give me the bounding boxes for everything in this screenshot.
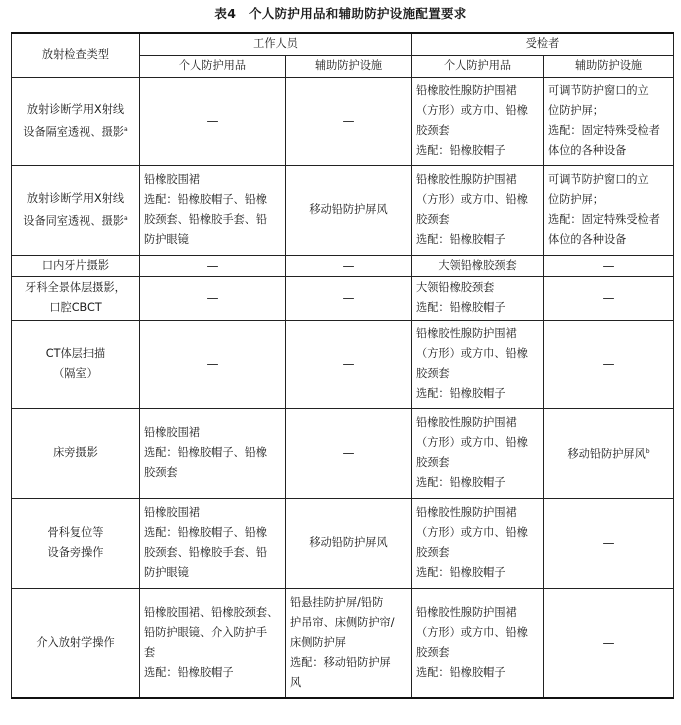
dash-mark: — [342,291,355,305]
table-row [12,588,674,698]
patient-aux-cell [544,588,674,698]
exam-type-cell [12,77,140,165]
dash-mark: — [342,446,355,460]
table-row [12,165,674,255]
staff-ppe-cell [140,408,286,498]
cell-line: CT体层扫描 [45,347,106,360]
cell-line: 移动铅防护屏风 [309,536,388,549]
cell-line: 选配：铅橡胶帽子、铅橡 [144,446,268,459]
patient-aux-cell [544,77,674,165]
cell-line: 位防护屏； [548,193,604,206]
table-row [12,77,674,165]
cell-line: 铅橡胶性腺防护围裙 [416,327,517,340]
cell-line: 胶颈套 [416,213,450,226]
cell-line: 选配：铅橡胶帽子 [144,665,234,679]
cell-line: 选配：铅橡胶帽子、铅橡 [144,526,268,539]
cell-line: 大领铅橡胶颈套 [416,281,495,294]
exam-type-cell [12,498,140,588]
cell-line: 选配：铅橡胶帽子 [416,301,506,314]
staff-aux-cell [286,276,412,320]
header-staff: 工作人员 [140,33,412,55]
header-staff-aux: 辅助防护设施 [286,55,412,77]
staff-aux-cell [286,498,412,588]
dash-mark: — [206,357,219,371]
cell-line: 选配：固定特殊受检者 [548,213,660,226]
table-row [12,255,674,276]
table-title: 表4 个人防护用品和辅助防护设施配置要求 [214,6,467,21]
footnote-mark: a [124,214,128,222]
cell-line: 铅橡胶性腺防护围裙 [416,173,517,186]
cell-line: 护吊帘、床侧防护帘/ [290,615,395,629]
cell-line: 胶颈套 [416,645,450,659]
cell-line: 口腔CBCT [49,301,102,314]
cell-line: 铅橡胶性腺防护围裙 [416,506,517,519]
cell-line: （方形）或方巾、铅橡 [416,347,528,360]
table-row [12,276,674,320]
cell-line: 选配：铅橡胶帽子 [416,476,506,489]
exam-type-cell [12,320,140,408]
exam-type-cell [12,588,140,698]
cell-line: 体位的各种设备 [548,233,627,246]
cell-line: 防护眼镜 [144,566,189,579]
staff-ppe-cell [140,255,286,276]
staff-aux-cell [286,77,412,165]
staff-aux-cell [286,165,412,255]
table-body [12,77,674,698]
cell-line: 选配：固定特殊受检者 [548,124,660,137]
header-patient-aux: 辅助防护设施 [544,55,674,77]
cell-line: （方形）或方巾、铅橡 [416,104,528,117]
cell-line: 移动铅防护屏风$^b$ [567,447,650,461]
cell-line: 放射诊断学用X射线 [26,102,125,116]
dash-mark: — [206,258,219,273]
patient-aux-cell [544,498,674,588]
patient-aux-cell [544,408,674,498]
patient-aux-cell [544,276,674,320]
cell-line: 位防护屏； [548,104,604,117]
cell-line: 大领铅橡胶颈套 [438,258,517,272]
staff-ppe-cell [140,276,286,320]
staff-ppe-cell [140,320,286,408]
cell-line: 放射诊断学用X射线 [26,191,125,205]
footnote-mark: a [124,125,128,133]
cell-line: 风 [290,675,302,689]
cell-line: 设备旁操作 [47,546,104,559]
cell-line: 铅橡胶围裙、铅橡胶颈套、 [144,605,279,619]
dash-mark: — [342,258,355,273]
cell-line: 体位的各种设备 [548,144,627,157]
dash-mark: — [602,635,615,650]
patient-ppe-cell [412,77,544,165]
dash-mark: — [602,258,615,273]
cell-line: 铅橡胶性腺防护围裙 [416,416,517,429]
staff-ppe-cell [140,165,286,255]
header-patient-ppe: 个人防护用品 [412,55,544,77]
footnote-mark: b [645,447,650,455]
cell-line: 铅橡胶性腺防护围裙 [416,84,517,97]
cell-line: 设备隔室透视、摄影$^a$ [23,125,128,139]
staff-aux-cell [286,255,412,276]
cell-line: 选配：铅橡胶帽子 [416,387,506,400]
patient-aux-cell [544,165,674,255]
cell-line: 床侧防护屏 [290,635,346,649]
cell-line: 设备同室透视、摄影$^a$ [23,214,128,228]
cell-line: 防护眼镜 [144,233,189,246]
cell-line: 胶颈套 [416,546,450,559]
exam-type-cell [12,255,140,276]
cell-line: 选配：铅橡胶帽子 [416,144,506,157]
patient-aux-cell [544,255,674,276]
cell-line: （隔室） [53,367,98,380]
patient-ppe-cell [412,320,544,408]
staff-aux-cell [286,588,412,698]
exam-type-cell [12,165,140,255]
staff-aux-cell [286,408,412,498]
cell-line: 移动铅防护屏风 [309,203,388,216]
cell-line: 铅橡胶围裙 [144,173,200,186]
staff-ppe-cell [140,588,286,698]
patient-ppe-cell [412,255,544,276]
dash-mark: — [602,536,615,550]
cell-line: 可调节防护窗口的立 [548,173,649,186]
cell-line: 胶颈套 [416,367,450,380]
cell-line: （方形）或方巾、铅橡 [416,436,528,449]
cell-line: 胶颈套 [144,466,178,479]
protection-table [11,32,674,699]
table-row [12,320,674,408]
cell-line: 胶颈套 [416,456,450,469]
dash-mark: — [602,357,615,371]
cell-line: 铅防护眼镜、介入防护手 [144,625,268,639]
cell-line: 铅橡胶围裙 [144,426,200,439]
cell-line: 铅悬挂防护屏/铅防 [290,595,384,609]
table-row [12,408,674,498]
dash-mark: — [206,291,219,305]
cell-line: 介入放射学操作 [36,635,115,649]
cell-line: 选配：铅橡胶帽子 [416,566,506,579]
cell-line: 床旁摄影 [53,446,98,459]
cell-line: 骨科复位等 [47,526,104,539]
staff-ppe-cell [140,77,286,165]
dash-mark: — [342,357,355,371]
cell-line: （方形）或方巾、铅橡 [416,625,528,639]
staff-ppe-cell [140,498,286,588]
cell-line: 胶颈套、铅橡胶手套、铅 [144,546,268,559]
dash-mark: — [342,114,355,128]
cell-line: 胶颈套、铅橡胶手套、铅 [144,213,268,226]
cell-line: 选配：铅橡胶帽子 [416,233,506,246]
cell-line: 胶颈套 [416,124,450,137]
cell-line: 铅橡胶性腺防护围裙 [416,605,517,619]
exam-type-cell [12,408,140,498]
cell-line: 选配：铅橡胶帽子、铅橡 [144,193,268,206]
staff-aux-cell [286,320,412,408]
cell-line: 可调节防护窗口的立 [548,84,649,97]
cell-line: 选配：移动铅防护屏 [290,655,391,669]
patient-ppe-cell [412,498,544,588]
patient-aux-cell [544,320,674,408]
patient-ppe-cell [412,276,544,320]
cell-line: 铅橡胶围裙 [144,506,200,519]
patient-ppe-cell [412,588,544,698]
header-exam-type: 放射检查类型 [12,33,140,77]
patient-ppe-cell [412,165,544,255]
header-staff-ppe: 个人防护用品 [140,55,286,77]
header-patient: 受检者 [412,33,674,55]
dash-mark: — [602,291,615,305]
table-row [12,498,674,588]
cell-line: 牙科全景体层摄影， [25,281,126,294]
exam-type-cell [12,276,140,320]
cell-line: （方形）或方巾、铅橡 [416,193,528,206]
patient-ppe-cell [412,408,544,498]
dash-mark: — [206,114,219,128]
cell-line: （方形）或方巾、铅橡 [416,526,528,539]
cell-line: 套 [144,645,156,659]
cell-line: 口内牙片摄影 [41,258,110,272]
cell-line: 选配：铅橡胶帽子 [416,665,506,679]
